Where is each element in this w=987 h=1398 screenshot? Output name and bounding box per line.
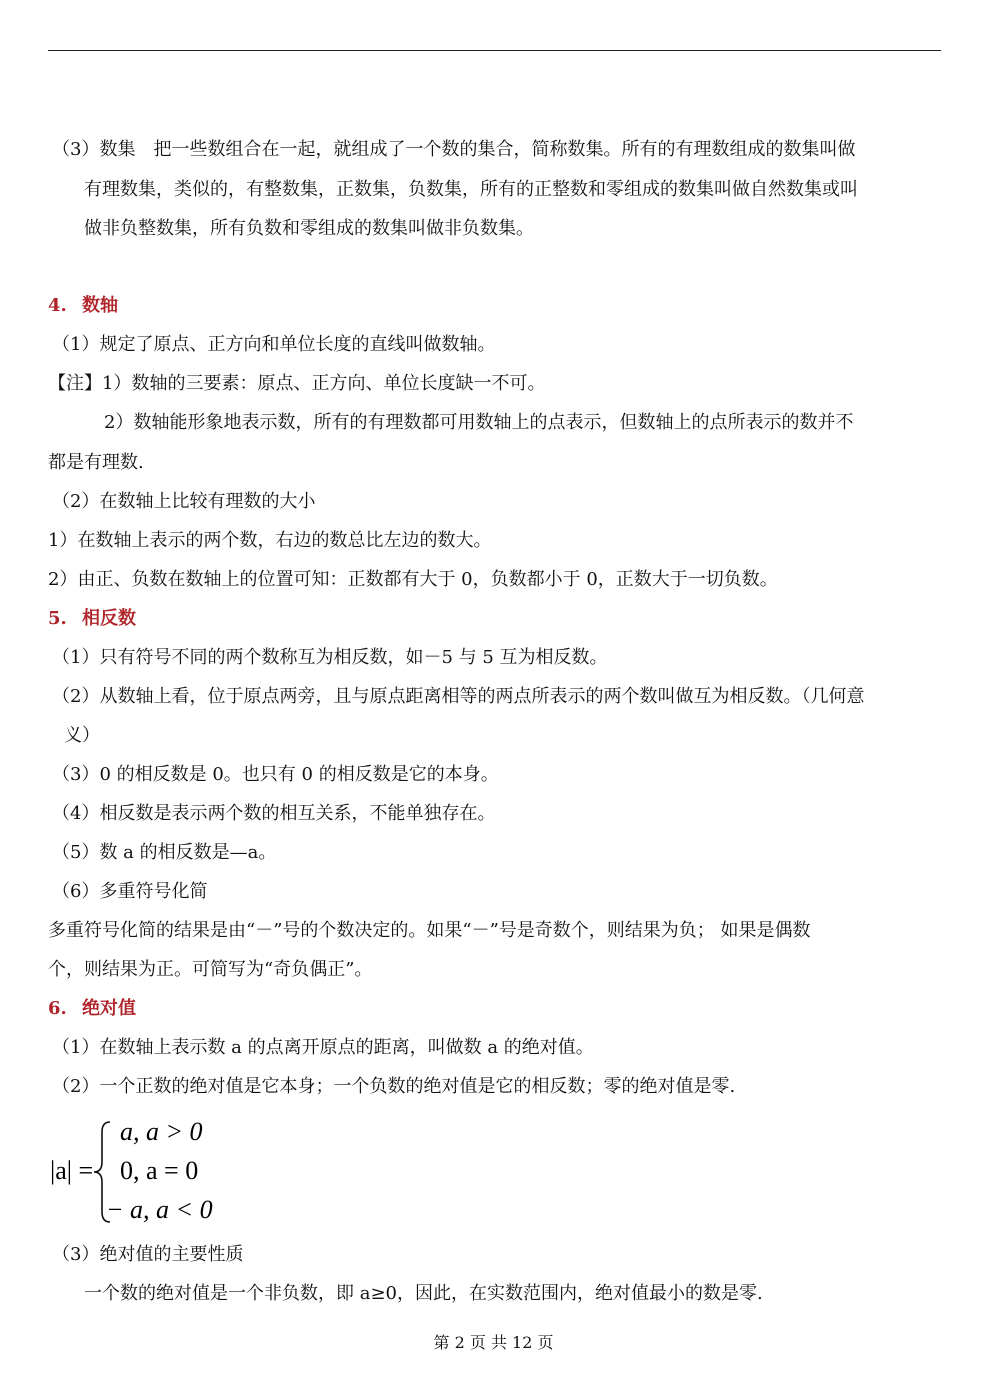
absolute-item-1: （1）在数轴上表示数 a 的点离开原点的距离，叫做数 a 的绝对值。 [52, 1037, 594, 1058]
number-axis-sub-1: 1）在数轴上表示的两个数，右边的数总比左边的数大。 [48, 530, 492, 551]
opposite-item-3: （3）0 的相反数是 0。也只有 0 的相反数是它的本身。 [52, 764, 499, 785]
absolute-item-3-text: 一个数的绝对值是一个非负数，即 a≥0，因此，在实数范围内，绝对值最小的数是零. [84, 1283, 763, 1304]
absolute-value-formula [48, 1114, 248, 1230]
section-heading-number-axis [48, 294, 118, 318]
number-axis-item-1: （1）规定了原点、正方向和单位长度的直线叫做数轴。 [52, 334, 496, 355]
formula-lhs: |a| = [50, 1156, 94, 1185]
sign-simplification-line2: 个，则结果为正。可简写为“奇负偶正”。 [48, 959, 373, 980]
opposite-item-5: （5）数 a 的相反数是—a。 [52, 842, 277, 863]
opposite-item-2-line1: （2）从数轴上看，位于原点两旁，且与原点距离相等的两点所表示的两个数叫做互为相反数。（几何意 [52, 686, 865, 707]
number-axis-sub-2: 2）由正、负数在数轴上的位置可知：正数都有大于 0，负数都小于 0，正数大于一切负数。 [48, 569, 778, 590]
formula-case-1: a, a > 0 [120, 1117, 203, 1146]
opposite-item-2-line2: 义） [64, 725, 100, 746]
number-axis-note-2-line2: 都是有理数. [48, 452, 144, 473]
section-heading-absolute-value [48, 997, 136, 1021]
number-axis-note-2-line1: 2）数轴能形象地表示数，所有的有理数都可用数轴上的点表示，但数轴上的点所表示的数并不 [104, 412, 854, 433]
header-rule [48, 50, 941, 51]
section-number: 4. [48, 295, 67, 316]
paragraph-number-set-line1: （3）数集 把一些数组合在一起，就组成了一个数的集合，简称数集。所有的有理数组成的数集叫做 [52, 139, 856, 160]
number-axis-item-2: （2）在数轴上比较有理数的大小 [52, 491, 316, 512]
section-number: 5. [48, 608, 67, 629]
opposite-item-6: （6）多重符号化简 [52, 881, 208, 902]
formula-case-2: 0, a = 0 [120, 1156, 199, 1185]
formula-case-3: − a, a < 0 [106, 1195, 213, 1224]
section-title: 相反数 [82, 608, 136, 629]
section-number: 6. [48, 998, 67, 1019]
paragraph-number-set-line2: 有理数集，类似的，有整数集，正数集，负数集，所有的正整数和零组成的数集叫做自然数集或叫 [84, 179, 858, 200]
opposite-item-4: （4）相反数是表示两个数的相互关系，不能单独存在。 [52, 803, 496, 824]
section-title: 绝对值 [82, 998, 136, 1019]
paragraph-number-set-line3: 做非负整数集，所有负数和零组成的数集叫做非负数集。 [84, 218, 534, 239]
page-footer: 第 2 页 共 12 页 [433, 1333, 554, 1352]
section-title: 数轴 [82, 295, 118, 316]
section-heading-opposite-numbers [48, 607, 136, 631]
opposite-item-1: （1）只有符号不同的两个数称互为相反数，如－5 与 5 互为相反数。 [52, 647, 608, 668]
sign-simplification-line1: 多重符号化简的结果是由“－”号的个数决定的。如果“－”号是奇数个，则结果为负； 如果是偶数 [48, 920, 811, 941]
absolute-item-2: （2）一个正数的绝对值是它本身；一个负数的绝对值是它的相反数；零的绝对值是零. [52, 1076, 736, 1097]
absolute-item-3: （3）绝对值的主要性质 [52, 1244, 244, 1265]
number-axis-note-1: 【注】1）数轴的三要素：原点、正方向、单位长度缺一不可。 [48, 373, 546, 394]
